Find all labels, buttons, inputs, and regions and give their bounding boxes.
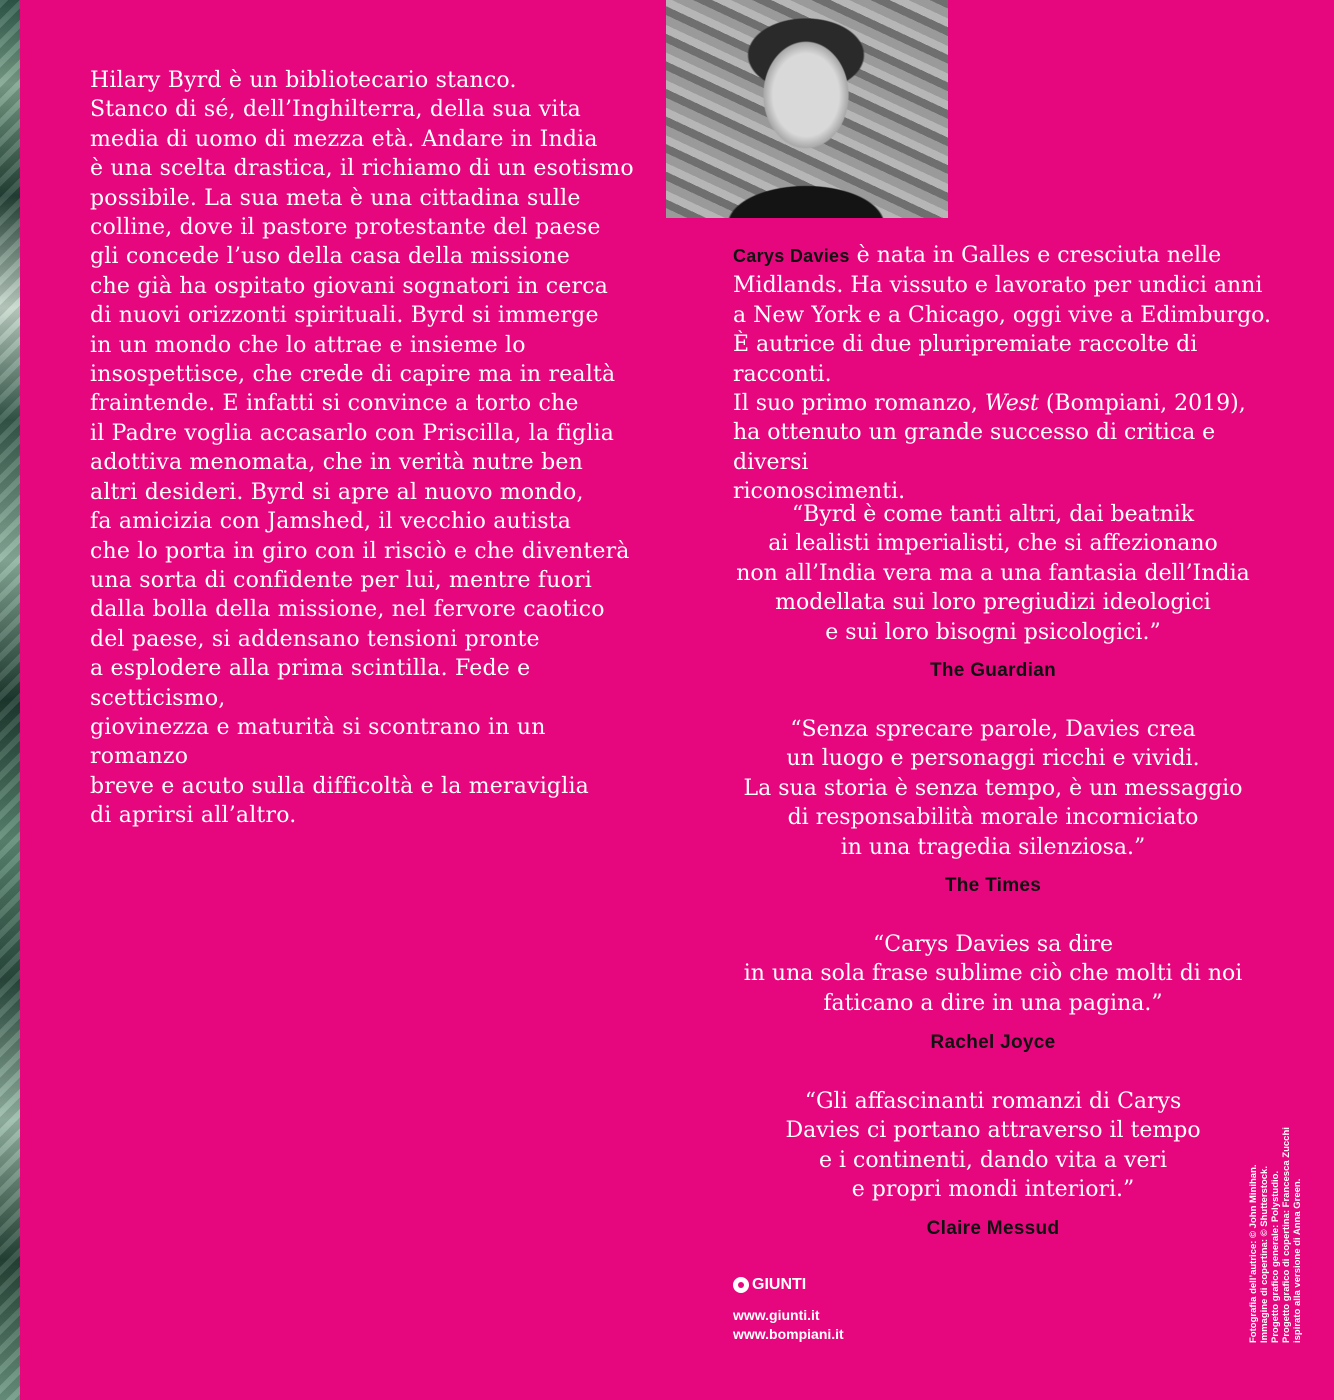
publisher-logo-text: GIUNTI: [752, 1276, 807, 1293]
review-quote-3: “Carys Davies sa dire in una sola frase sublime ciò che molti di noi faticano a dire in una pagina.”: [743, 932, 1243, 1016]
publisher-url-giunti[interactable]: www.giunti.it: [733, 1307, 820, 1323]
image-credits: Fotografia dell’autrice: © John Minihan. Immagine di copertina: © Shutterstock. Progetto grafico generale: Polystudio. Progetto grafico di copertina: Francesca Zucchi ispirato alla versione di Anna Green.: [1248, 1127, 1303, 1343]
giunti-logo-icon: [733, 1277, 749, 1293]
author-bio-end: (Bompiani, 2019), ha ottenuto un grande successo di critica e diversi riconoscimenti.: [733, 391, 1246, 505]
author-book-title: West: [984, 391, 1039, 417]
review-source-4: Claire Messud: [926, 1218, 1060, 1239]
review-quote-1: “Byrd è come tanti altri, dai beatnik ai lealisti imperialisti, che si affezionano non all’India vera ma a una fantasia dell’India modellata sui loro pregiudizi ideologici e sui loro bisogni psicologici.”: [736, 502, 1250, 645]
review-source-1: The Guardian: [929, 660, 1057, 681]
review-source-2: The Times: [944, 875, 1042, 896]
review-quote-4: “Gli affascinanti romanzi di Carys Davies ci portano attraverso il tempo e i continenti, dando vita a veri e propri mondi interiori.”: [785, 1089, 1201, 1203]
review-source-3: Rachel Joyce: [930, 1032, 1056, 1053]
author-bio-start: è nata in Galles e cresciuta nelle Midlands. Ha vissuto e lavorato per undici anni a New York e a Chicago, oggi vive a Edimburgo. È autrice di due pluripremiate raccolte di racconti. Il suo primo romanzo,: [733, 243, 1272, 417]
review-quote-2: “Senza sprecare parole, Davies crea un luogo e personaggi ricchi e vividi. La sua storia è senza tempo, è un messaggio di responsabilità morale incorniciato in una tragedia silenziosa.”: [743, 717, 1243, 860]
author-photo: [666, 0, 948, 218]
synopsis-text: Hilary Byrd è un bibliotecario stanco. Stanco di sé, dell’Inghilterra, della sua vita media di uomo di mezza età. Andare in India è una scelta drastica, il richiamo di un esotismo possibile. La sua meta è una cittadina sulle colline, dove il pastore protestante del paese gli concede l’uso della casa della missione che già ha ospitato giovani sognatori in cerca di nuovi orizzonti spirituali. Byrd si immerge in un mondo che lo attrae e insieme lo insospettisce, che crede di capire ma in realtà fraintende. E infatti si convince a torto che il Padre voglia accasarlo con Priscilla, la figlia adottiva menomata, che in verità nutre ben altri desideri. Byrd si apre al nuovo mondo, fa amicizia con Jamshed, il vecchio autista che lo porta in giro con il risciò e che diventerà una sorta di confidente per lui, mentre fuori dalla bolla della missione, nel fervore caotico del paese, si addensano tensioni pronte a esplodere alla prima scintilla. Fede e scetticismo, giovinezza e maturità si scontrano in un romanzo breve e acuto sulla difficoltà e la meraviglia di aprirsi all’altro.: [90, 68, 634, 829]
author-name: Carys Davies: [733, 246, 850, 266]
publisher-url-bompiani[interactable]: www.bompiani.it: [733, 1326, 844, 1342]
cover-image-edge: [0, 0, 20, 1400]
author-bio: [733, 241, 1293, 507]
publisher-logo: [733, 1276, 806, 1294]
